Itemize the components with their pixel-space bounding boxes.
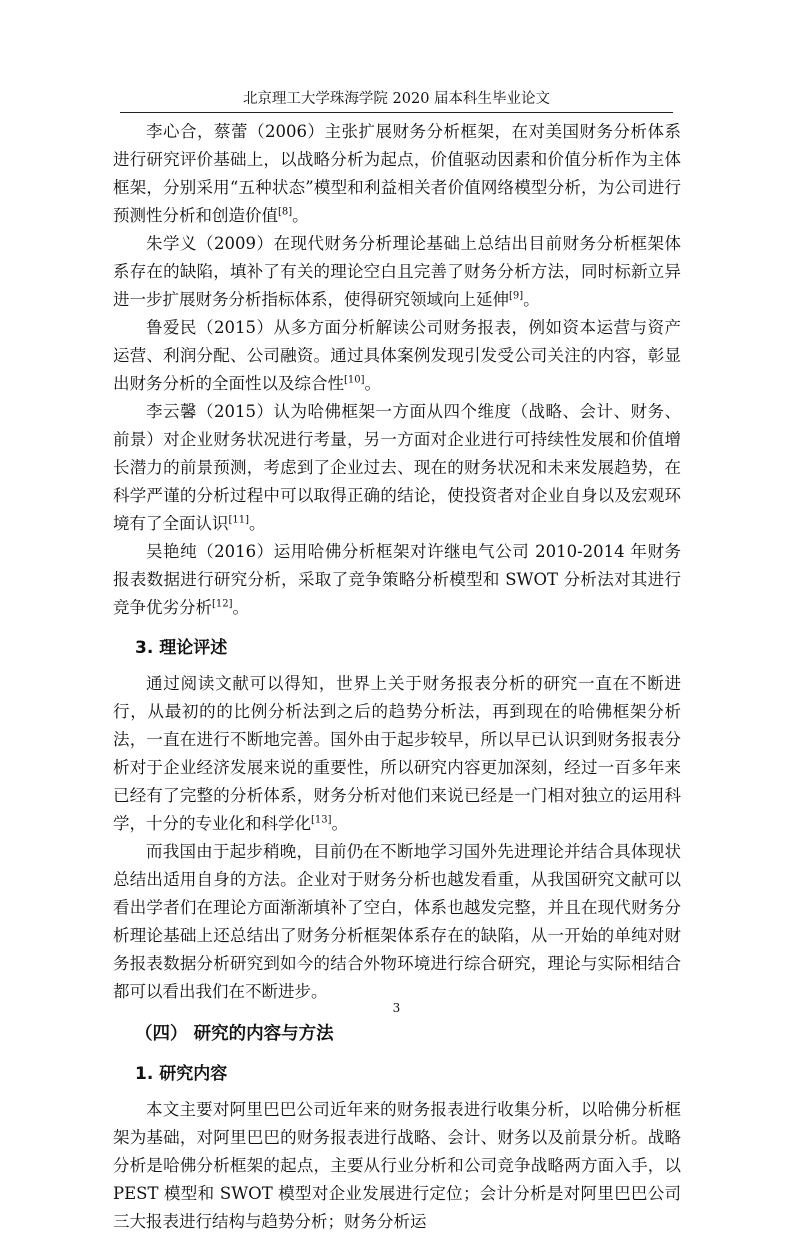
paragraph: 鲁爱民（2015）从多方面分析解读公司财务报表，例如资本运营与资产运营、利润分配、公司融资。通过具体案例发现引发受公司关注的内容，彰显出财务分析的全面性以及综合性[10]。	[113, 318, 681, 393]
citation: [13]	[311, 814, 332, 826]
paragraph: 朱学义（2009）在现代财务分析理论基础上总结出目前财务分析框架体系存在的缺陷，填补了有关的理论空白且完善了财务分析方法，同时标新立异进一步扩展财务分析指标体系，使得研究领域向上延伸[9]。	[113, 234, 681, 309]
paragraph: 而我国由于起步稍晚，目前仍在不断地学习国外先进理论并结合具体现状总结出适用自身的方法。企业对于财务分析也越发看重，从我国研究文献可以看出学者们在理论方面渐渐填补了空白，体系也越发完整，并且在现代财务分析理论基础上还总结出了财务分析框架体系存在的缺陷，从一开始的单纯对财务报表数据分析研究到如今的结合外物环境进行综合研究，理论与实际相结合都可以看出我们在不断进步。	[113, 842, 681, 1001]
section-heading: 1. 研究内容	[135, 1064, 228, 1084]
paragraph: 通过阅读文献可以得知，世界上关于财务报表分析的研究一直在不断进行，从最初的的比例分析法到之后的趋势分析法，再到现在的哈佛框架分析法，一直在进行不断地完善。国外由于起步较早，所以早已认识到财务报表分析对于企业经济发展来说的重要性，所以研究内容更加深刻，经过一百多年来已经有了完整的分析体系，财务分析对他们来说已经是一门相对独立的运用科学，十分的专业化和科学化[13]。	[113, 674, 681, 833]
section-heading: 3. 理论评述	[135, 638, 228, 658]
chapter-heading: （四） 研究的内容与方法	[135, 1024, 334, 1044]
page-number: 3	[392, 1001, 401, 1015]
header-title: 北京理工大学珠海学院 2020 届本科生毕业论文	[242, 91, 551, 107]
citation: [11]	[228, 514, 250, 526]
paragraph: 吴艳纯（2016）运用哈佛分析框架对许继电气公司 2010-2014 年财务报表数据进行研究分析，采取了竞争策略分析模型和 SWOT 分析法对其进行竞争优劣分析[12]。	[113, 542, 681, 617]
paragraph: 本文主要对阿里巴巴公司近年来的财务报表进行收集分析，以哈佛分析框架为基础，对阿里巴巴的财务报表进行战略、会计、财务以及前景分析。战略分析是哈佛分析框架的起点，主要从行业分析和公司竞争战略两方面入手，以 PEST 模型和 SWOT 模型对企业发展进行定位；会计分析是对阿里巴巴公司三大报表进行结构与趋势分析；财务分析运	[113, 1100, 681, 1231]
citation: [12]	[212, 598, 233, 610]
document-body	[113, 118, 681, 1236]
page-footer	[0, 1000, 793, 1016]
paragraph: 李心合，蔡蕾（2006）主张扩展财务分析框架，在对美国财务分析体系进行研究评价基础上，以战略分析为起点，价值驱动因素和价值分析作为主体框架，分别采用“五种状态”模型和利益相关者价值网络模型分析，为公司进行预测性分析和创造价值[8]。	[113, 122, 681, 225]
citation: [9]	[509, 290, 524, 302]
citation: [8]	[278, 206, 293, 218]
page-header	[120, 88, 673, 113]
paragraph: 李云馨（2015）认为哈佛框架一方面从四个维度（战略、会计、财务、前景）对企业财务状况进行考量，另一方面对企业进行可持续性发展和价值增长潜力的前景预测，考虑到了企业过去、现在的财务状况和未来发展趋势，在科学严谨的分析过程中可以取得正确的结论，使投资者对企业自身以及宏观环境有了全面认识[11]。	[113, 402, 681, 533]
citation: [10]	[344, 374, 365, 386]
